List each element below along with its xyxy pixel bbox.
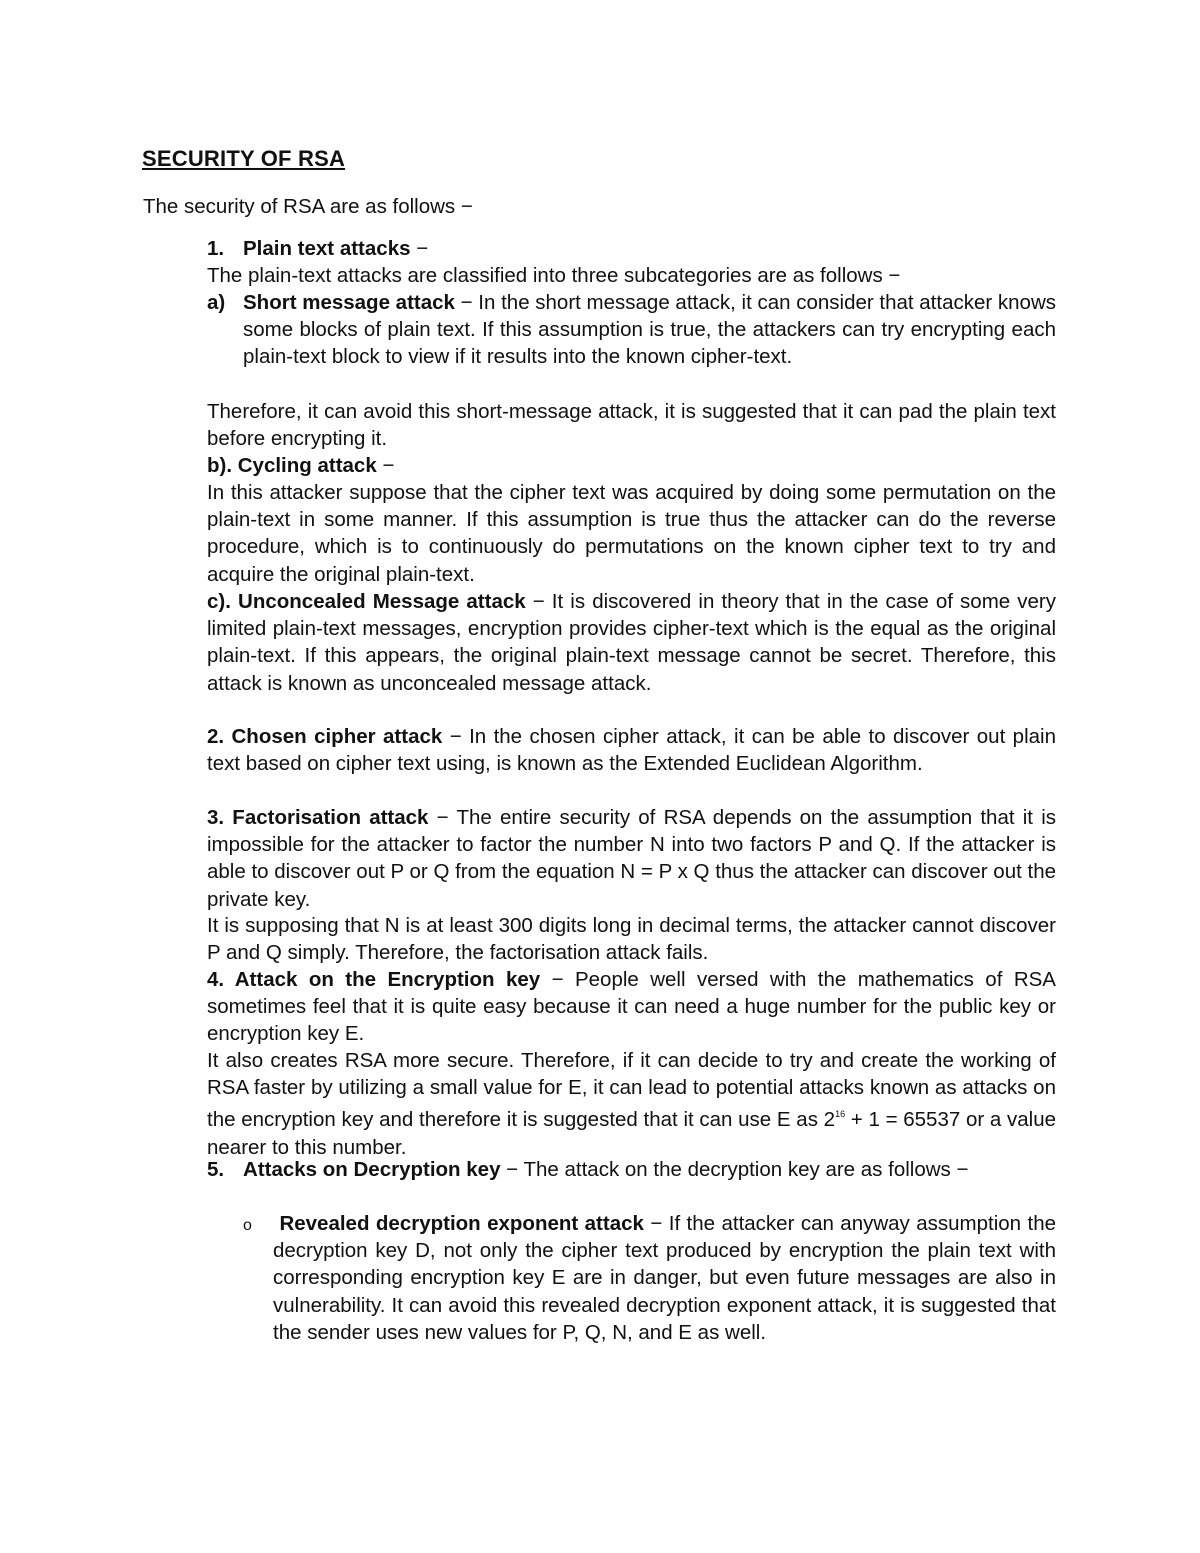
subsection-a-text: − In the short message attack, it can consider that attacker knows some blocks of plain text. If this assumption is true, the attackers can try encrypting each plain-text block to view if it results into the known cipher-text.	[243, 291, 1057, 369]
section-5-heading: Attacks on Decryption key	[243, 1158, 501, 1181]
subsection-a-marker: a)	[207, 291, 226, 314]
section-3-text: − The entire security of RSA depends on the assumption that it is impossible for the attacker to factor the number N into two factors P and Q. If the attacker is able to discover out P or Q from the equation N = P x Q thus the attacker can discover out the private key.	[207, 806, 1056, 911]
section-4-note-before: It also creates RSA more secure. Therefore, if it can decide to try and create the working of RSA faster by utilizing a small value for E, it can lead to potential attacks known as attacks on the encryption key and therefore it is suggested that it can use E as 2	[207, 1049, 1056, 1132]
subsection-b-heading: b). Cycling attack	[207, 454, 377, 477]
section-1-heading: Plain text attacks	[243, 237, 411, 260]
subsection-c-heading: c). Unconcealed Message attack	[207, 590, 526, 613]
section-5-paragraph	[243, 1156, 1056, 1183]
section-4-note-after: + 1 = 65537 or a value nearer to this number.	[207, 1108, 1057, 1159]
page-title: SECURITY OF RSA	[142, 146, 346, 171]
section-5-number: 5.	[207, 1158, 225, 1181]
section-1-subintro: The plain-text attacks are classified into three subcategories are as follows −	[207, 264, 901, 287]
subsection-c-text: − It is discovered in theory that in the case of some very limited plain-text messages, encryption provides cipher-text which is the equal as the original plain-text. If this appears, the original plain-text message cannot be secret. Therefore, this attack is known as unconcealed message attack.	[207, 590, 1056, 695]
subsection-a-paragraph	[243, 289, 1056, 371]
section-5-sub-text: − If the attacker can anyway assumption the decryption key D, not only the cipher text produced by encryption the plain text with corresponding encryption key E are in danger, but even future messages are also in vulnerability. It can avoid this revealed decryption exponent attack, it is suggested that the sender uses new values for P, Q, N, and E as well.	[273, 1212, 1056, 1344]
section-4-paragraph	[207, 966, 1056, 1048]
section-2-text: − In the chosen cipher attack, it can be able to discover out plain text based on cipher text using, is known as the Extended Euclidean Algorithm.	[207, 725, 1056, 776]
subsection-a-heading: Short message attack	[243, 291, 455, 314]
section-3-paragraph	[207, 804, 1056, 913]
section-2-heading: 2. Chosen cipher attack	[207, 725, 443, 748]
section-4-text: − People well versed with the mathematics of RSA sometimes feel that it is quite easy because it can need a huge number for the public key or encryption key E.	[207, 968, 1056, 1046]
subsection-c-paragraph	[207, 588, 1056, 697]
section-3-heading: 3. Factorisation attack	[207, 806, 429, 829]
section-1-heading-tail: −	[410, 237, 429, 260]
subsection-b-paragraph: In this attacker suppose that the cipher text was acquired by doing some permutation on the plain-text in some manner. If this assumption is true thus the attacker can do the reverse procedure, which is to continuously do permutations on the known cipher text to try and acquire the original plain-text.	[207, 481, 1056, 586]
section-5-sub-heading: Revealed decryption exponent attack	[279, 1212, 644, 1235]
subsection-a-note: Therefore, it can avoid this short-message attack, it is suggested that it can pad the plain text before encrypting it.	[207, 400, 1056, 451]
section-4-note	[207, 1047, 1056, 1161]
section-2-paragraph	[207, 723, 1056, 777]
subsection-b-heading-tail: −	[376, 454, 395, 477]
section-5-text: − The attack on the decryption key are as follows −	[500, 1158, 969, 1181]
exponent-16: 16	[835, 1109, 846, 1120]
section-3-note: It is supposing that N is at least 300 digits long in decimal terms, the attacker cannot discover P and Q simply. Therefore, the factorisation attack fails.	[207, 914, 1056, 965]
section-4-heading: 4. Attack on the Encryption key	[207, 968, 541, 991]
section-1-heading-line	[243, 235, 428, 262]
intro-text: The security of RSA are as follows −	[143, 195, 473, 218]
section-5-sub-paragraph	[273, 1210, 1056, 1346]
bullet-icon: o	[243, 1217, 252, 1234]
section-1-number: 1.	[207, 237, 225, 260]
subsection-b-heading-line	[207, 452, 394, 479]
